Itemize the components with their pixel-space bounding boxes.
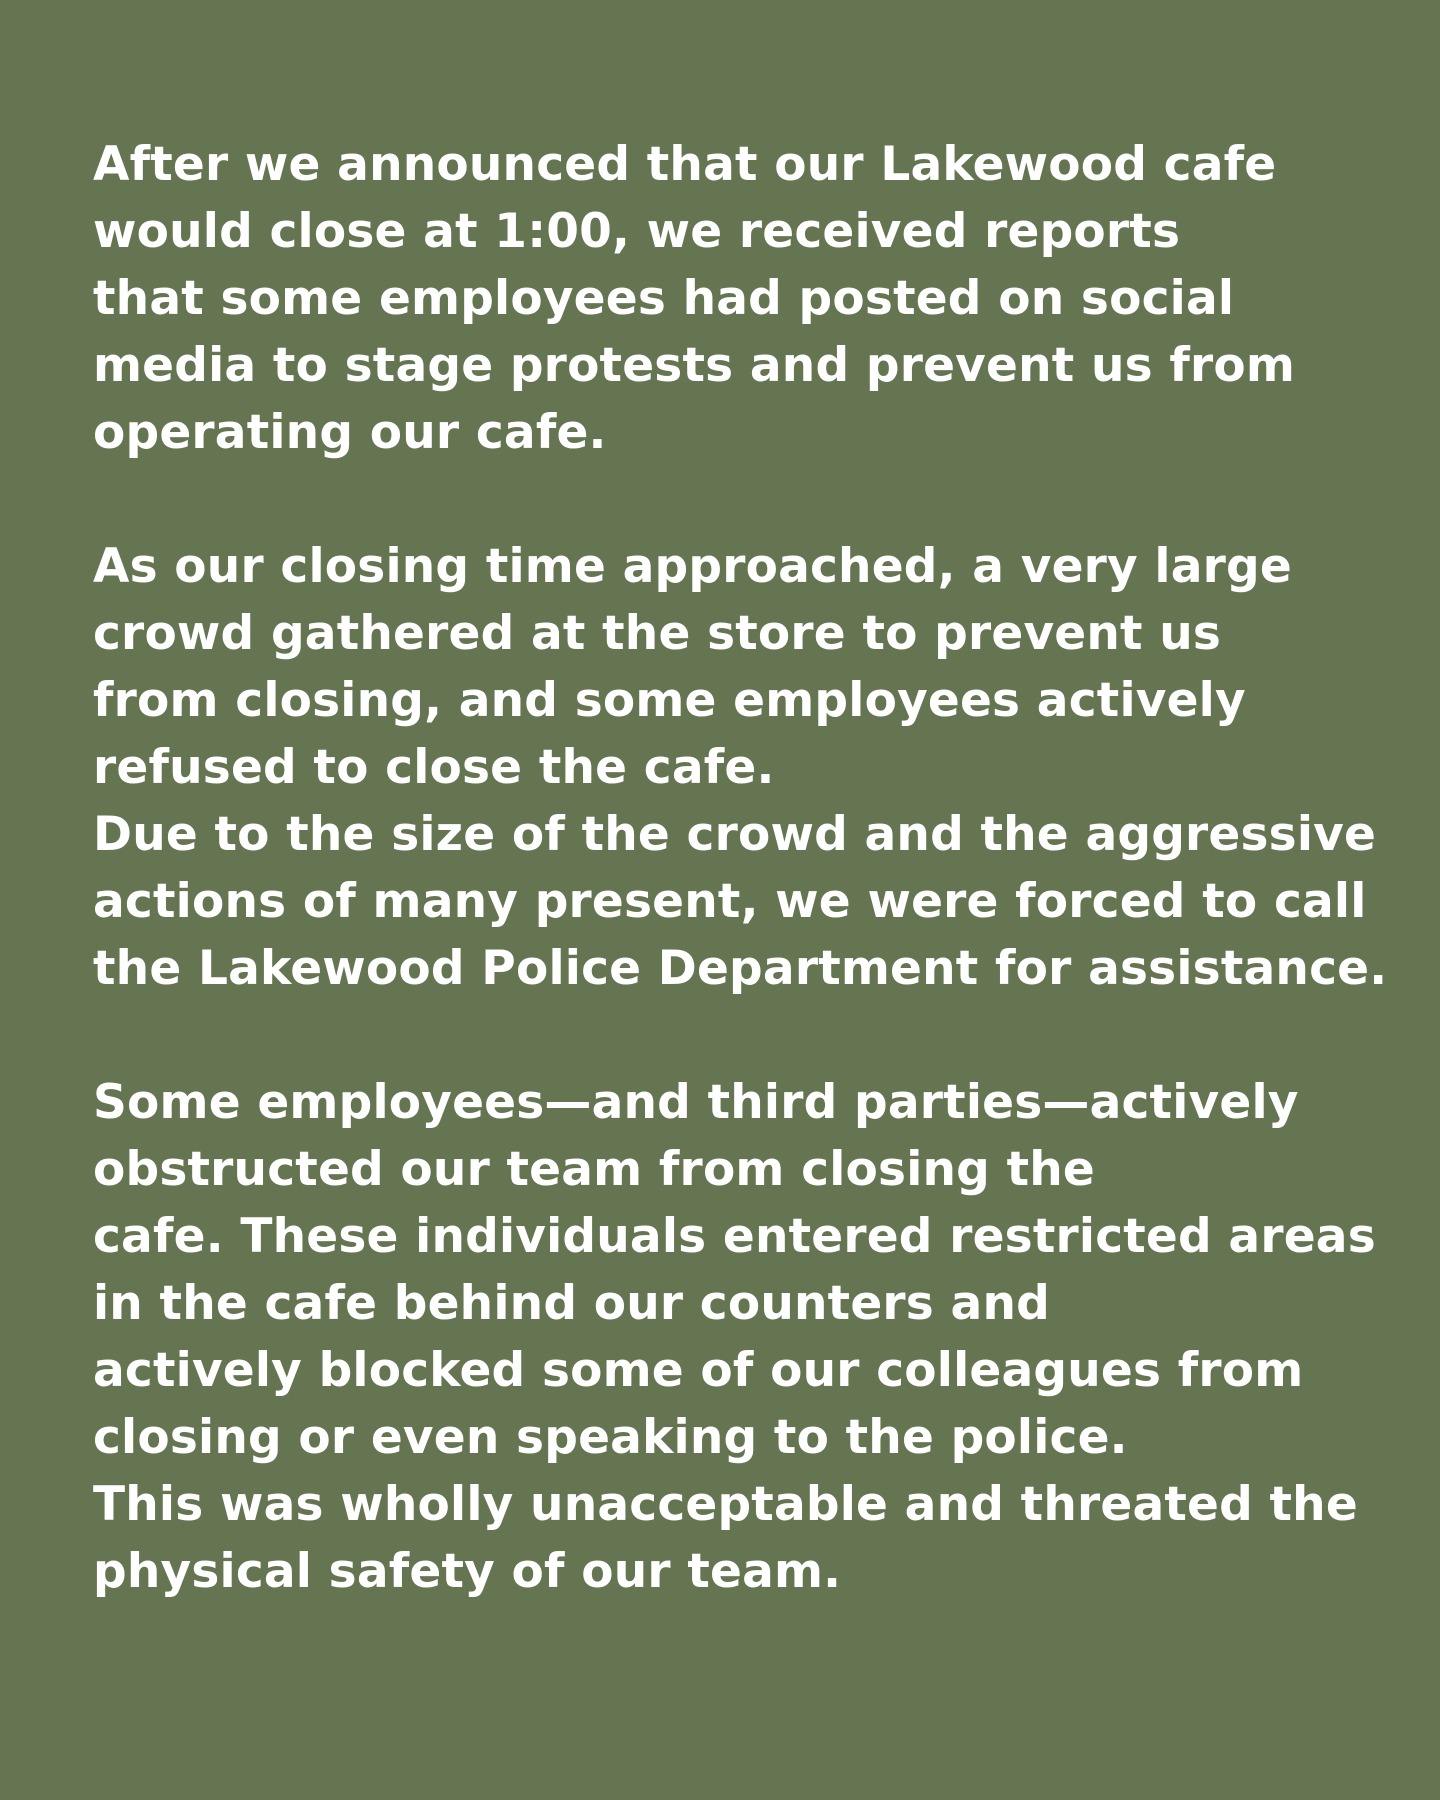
text-line: As our closing time approached, a very large	[93, 539, 1292, 594]
text-line: the Lakewood Police Department for assistance.	[93, 941, 1388, 996]
statement-text	[93, 131, 1413, 1605]
text-line: physical safety of our team.	[93, 1544, 842, 1599]
text-line: crowd gathered at the store to prevent us	[93, 606, 1222, 661]
text-line: After we announced that our Lakewood cafe	[93, 137, 1277, 192]
text-line: cafe. These individuals entered restricted areas	[93, 1209, 1376, 1264]
text-line: obstructed our team from closing the	[93, 1142, 1095, 1197]
text-line: in the cafe behind our counters and	[93, 1276, 1050, 1331]
text-line: that some employees had posted on social	[93, 271, 1235, 326]
paragraph-conclusion	[93, 1471, 1413, 1605]
text-line: Some employees—and third parties—actively	[93, 1075, 1299, 1130]
text-line: media to stage protests and prevent us from	[93, 338, 1296, 393]
paragraph-crowd	[93, 533, 1413, 801]
paragraph-obstruction	[93, 1069, 1413, 1471]
text-line: would close at 1:00, we received reports	[93, 204, 1181, 259]
paragraph-police	[93, 801, 1413, 1002]
text-line: Due to the size of the crowd and the aggressive	[93, 807, 1377, 862]
text-line: closing or even speaking to the police.	[93, 1410, 1128, 1465]
text-line: refused to close the cafe.	[93, 740, 775, 795]
text-line: actively blocked some of our colleagues from	[93, 1343, 1304, 1398]
paragraph-announcement	[93, 131, 1413, 466]
text-line: actions of many present, we were forced to call	[93, 874, 1367, 929]
text-line: This was wholly unacceptable and threated the	[93, 1477, 1358, 1532]
text-line: from closing, and some employees actively	[93, 673, 1246, 728]
text-line: operating our cafe.	[93, 405, 607, 460]
